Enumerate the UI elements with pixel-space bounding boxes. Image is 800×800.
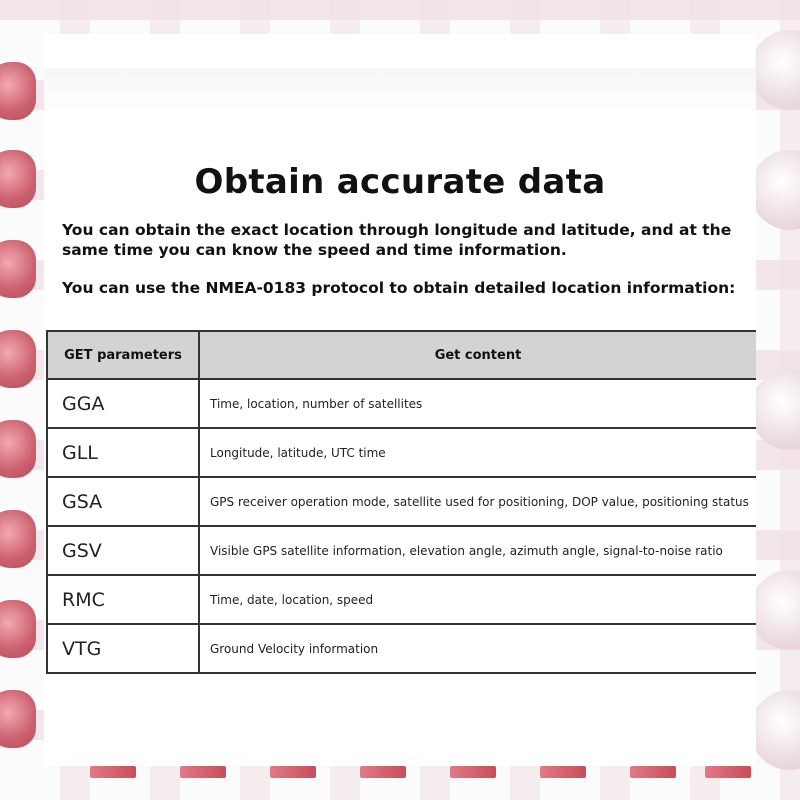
decorative-strip [180, 766, 226, 778]
decorative-disc [750, 150, 800, 230]
parameter-content: Longitude, latitude, UTC time [199, 428, 756, 477]
decorative-blob [0, 62, 36, 120]
parameter-code: GGA [47, 379, 199, 428]
parameter-code: GSA [47, 477, 199, 526]
decorative-strip [630, 766, 676, 778]
decorative-blob [0, 330, 36, 388]
decorative-strip [450, 766, 496, 778]
intro-paragraph: You can obtain the exact location through longitude and latitude, and at the same time you can know the speed and time information. [62, 221, 732, 259]
decorative-blob [0, 150, 36, 208]
decorative-blob [0, 510, 36, 568]
table-header-row [47, 331, 756, 379]
header-get-content: Get content [199, 331, 756, 379]
decorative-disc [750, 30, 800, 110]
decorative-strip [705, 766, 751, 778]
decorative-blob [0, 600, 36, 658]
parameter-content: GPS receiver operation mode, satellite used for positioning, DOP value, positioning status [199, 477, 756, 526]
table-row [47, 428, 756, 477]
content-card [44, 34, 756, 766]
parameter-code: VTG [47, 624, 199, 673]
parameter-content: Visible GPS satellite information, elevation angle, azimuth angle, signal-to-noise ratio [199, 526, 756, 575]
parameter-code: RMC [47, 575, 199, 624]
header-get-parameters: GET parameters [47, 331, 199, 379]
table-row [47, 526, 756, 575]
decorative-blob [0, 240, 36, 298]
parameter-content: Time, location, number of satellites [199, 379, 756, 428]
parameter-code: GSV [47, 526, 199, 575]
protocol-paragraph: You can use the NMEA-0183 protocol to obtain detailed location information: [62, 279, 736, 297]
decorative-strip [90, 766, 136, 778]
decorative-strip [540, 766, 586, 778]
table-row [47, 379, 756, 428]
table-row [47, 575, 756, 624]
nmea-parameters-table [46, 330, 756, 674]
decorative-blob [0, 690, 36, 748]
table-row [47, 624, 756, 673]
page-title: Obtain accurate data [194, 162, 606, 202]
decorative-strip [270, 766, 316, 778]
parameter-code: GLL [47, 428, 199, 477]
card-top-band [44, 68, 756, 116]
decorative-strip [360, 766, 406, 778]
parameter-content: Time, date, location, speed [199, 575, 756, 624]
decorative-blob [0, 420, 36, 478]
decorative-disc [750, 690, 800, 770]
table-row [47, 477, 756, 526]
decorative-disc [750, 370, 800, 450]
decorative-disc [750, 570, 800, 650]
parameter-content: Ground Velocity information [199, 624, 756, 673]
